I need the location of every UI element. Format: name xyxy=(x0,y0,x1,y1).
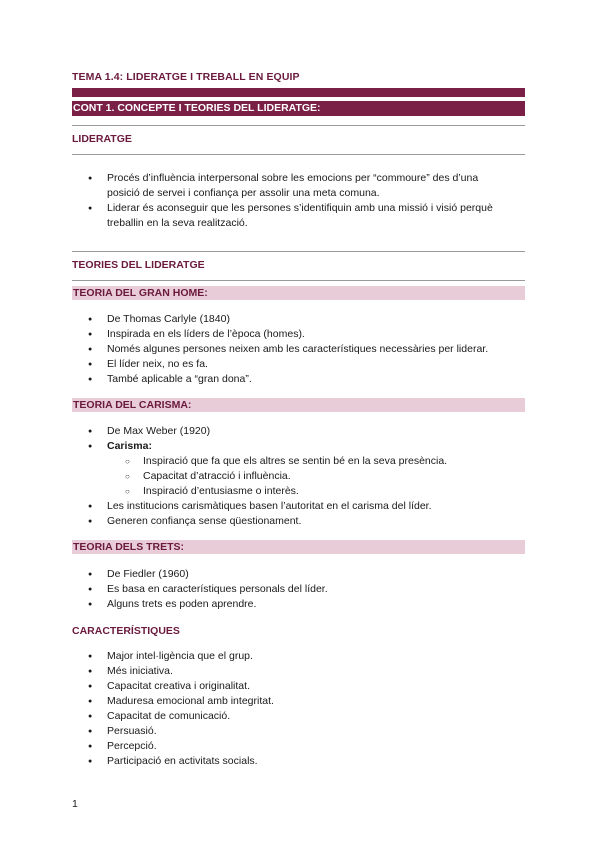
list-item: ● De Max Weber (1920) xyxy=(72,424,525,439)
rule xyxy=(72,251,525,252)
heading-teories: TEORIES DEL LIDERATGE xyxy=(72,259,205,271)
list-item: ● Maduresa emocional amb integritat. xyxy=(72,694,525,709)
list-item: ● Generen confiança sense qüestionament. xyxy=(72,514,525,529)
list-item: ● Carisma: xyxy=(72,439,525,454)
list-item: ● De Thomas Carlyle (1840) xyxy=(72,312,525,327)
list-item: ● Només algunes persones neixen amb les característiques necessàries per liderar. xyxy=(72,342,525,357)
list-item: ● Major intel·ligència que el grup. xyxy=(72,649,525,664)
list-item: ● Les institucions carismàtiques basen l’autoritat en el carisma del líder. xyxy=(72,499,525,514)
list-trets xyxy=(72,567,525,612)
list-item-text: treballin en la seva realització. xyxy=(107,217,248,229)
list-item: ● Es basa en característiques personals del líder. xyxy=(72,582,525,597)
list-gran-home xyxy=(72,312,525,387)
heading-trets: TEORIA DELS TRETS: xyxy=(72,540,525,554)
document-title: TEMA 1.4: LIDERATGE I TREBALL EN EQUIP xyxy=(72,71,300,83)
heading-lideratge: LIDERATGE xyxy=(72,133,132,145)
list-item-continuation xyxy=(72,216,525,231)
list-item-continuation xyxy=(72,186,525,201)
list-item: ● El líder neix, no es fa. xyxy=(72,357,525,372)
section-band-cont1: CONT 1. CONCEPTE I TEORIES DEL LIDERATGE: xyxy=(72,101,525,116)
list-item-text: posició de servei i confiança per assolir una meta comuna. xyxy=(107,187,380,199)
list-item: ● Més iniciativa. xyxy=(72,664,525,679)
list-item: ● Participació en activitats socials. xyxy=(72,754,525,769)
list-item: ● Alguns trets es poden aprendre. xyxy=(72,597,525,612)
list-caracteristiques xyxy=(72,649,525,769)
heading-gran-home: TEORIA DEL GRAN HOME: xyxy=(72,286,525,300)
list-item: ● De Fiedler (1960) xyxy=(72,567,525,582)
rule xyxy=(72,280,525,281)
sub-list-item: ○ Inspiració que fa que els altres se sentin bé en la seva presència. xyxy=(72,454,525,469)
rule xyxy=(72,125,525,126)
sub-list-item: ○ Capacitat d’atracció i influència. xyxy=(72,469,525,484)
list-item: ● Capacitat de comunicació. xyxy=(72,709,525,724)
sub-list-item: ○ Inspiració d’entusiasme o interès. xyxy=(72,484,525,499)
list-carisma xyxy=(72,424,525,529)
heading-carisma: TEORIA DEL CARISMA: xyxy=(72,398,525,412)
list-item: ● Inspirada en els líders de l’època (homes). xyxy=(72,327,525,342)
list-item: ● Procés d’influència interpersonal sobre les emocions per “commoure” des d’una xyxy=(72,171,525,186)
list-item: ● Percepció. xyxy=(72,739,525,754)
list-item: ● Capacitat creativa i originalitat. xyxy=(72,679,525,694)
list-item: ● Persuasió. xyxy=(72,724,525,739)
list-lideratge xyxy=(72,171,525,231)
list-item: ● Liderar és aconseguir que les persones s’identifiquin amb una missió i visió perquè xyxy=(72,201,525,216)
page-number: 1 xyxy=(72,798,78,810)
heading-caracteristiques: CARACTERÍSTIQUES xyxy=(72,625,180,637)
title-band xyxy=(72,88,525,97)
rule xyxy=(72,154,525,155)
list-item: ● També aplicable a “gran dona”. xyxy=(72,372,525,387)
